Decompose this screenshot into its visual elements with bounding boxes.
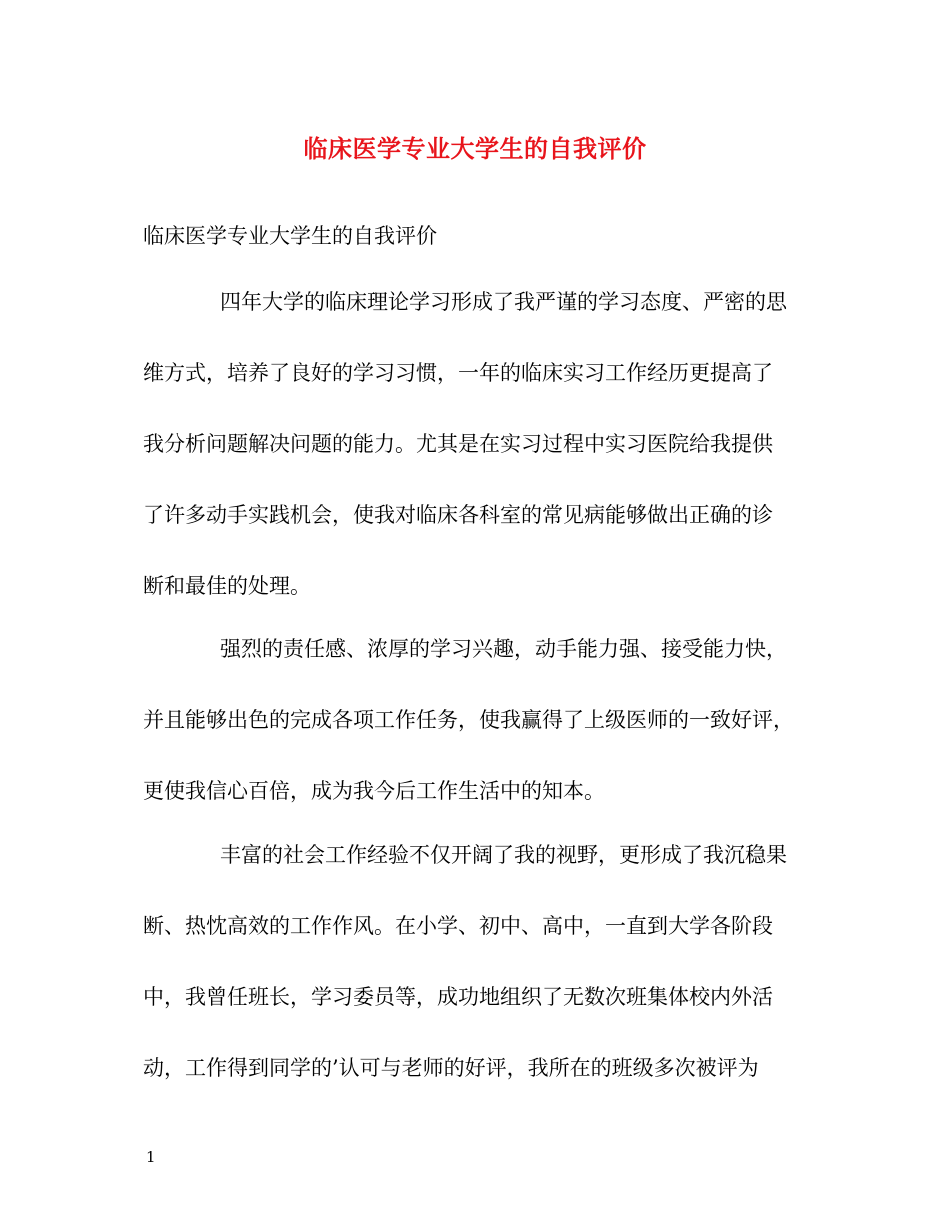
paragraph-line: 并且能够出色的完成各项工作任务，使我赢得了上级医师的一致好评， xyxy=(143,708,794,732)
paragraph-line: 断、热忱高效的工作作风。在小学、初中、高中，一直到大学各阶段 xyxy=(143,914,773,938)
paragraph-line: 了许多动手实践机会，使我对临床各科室的常见病能够做出正确的诊 xyxy=(143,503,773,527)
paragraph-line: 强烈的责任感、浓厚的学习兴趣，动手能力强、接受能力快， xyxy=(220,637,787,661)
paragraph-line: 断和最佳的处理。 xyxy=(143,574,311,598)
paragraph-line: 丰富的社会工作经验不仅开阔了我的视野，更形成了我沉稳果 xyxy=(220,843,787,867)
paragraph-line: 中，我曾任班长，学习委员等，成功地组织了无数次班集体校内外活 xyxy=(143,985,773,1009)
paragraph-line: 我分析问题解决问题的能力。尤其是在实习过程中实习医院给我提供 xyxy=(143,432,773,456)
document-subtitle: 临床医学专业大学生的自我评价 xyxy=(143,224,437,248)
paragraph-line: 四年大学的临床理论学习形成了我严谨的学习态度、严密的思 xyxy=(220,290,787,314)
paragraph-line: 更使我信心百倍，成为我今后工作生活中的知本。 xyxy=(143,779,605,803)
page-number: 1 xyxy=(146,1148,156,1166)
paragraph-line: 动，工作得到同学的’认可与老师的好评，我所在的班级多次被评为 xyxy=(143,1056,759,1080)
paragraph-line: 维方式，培养了良好的学习习惯，一年的临床实习工作经历更提高了 xyxy=(143,361,773,385)
page-title: 临床医学专业大学生的自我评价 xyxy=(303,134,647,163)
